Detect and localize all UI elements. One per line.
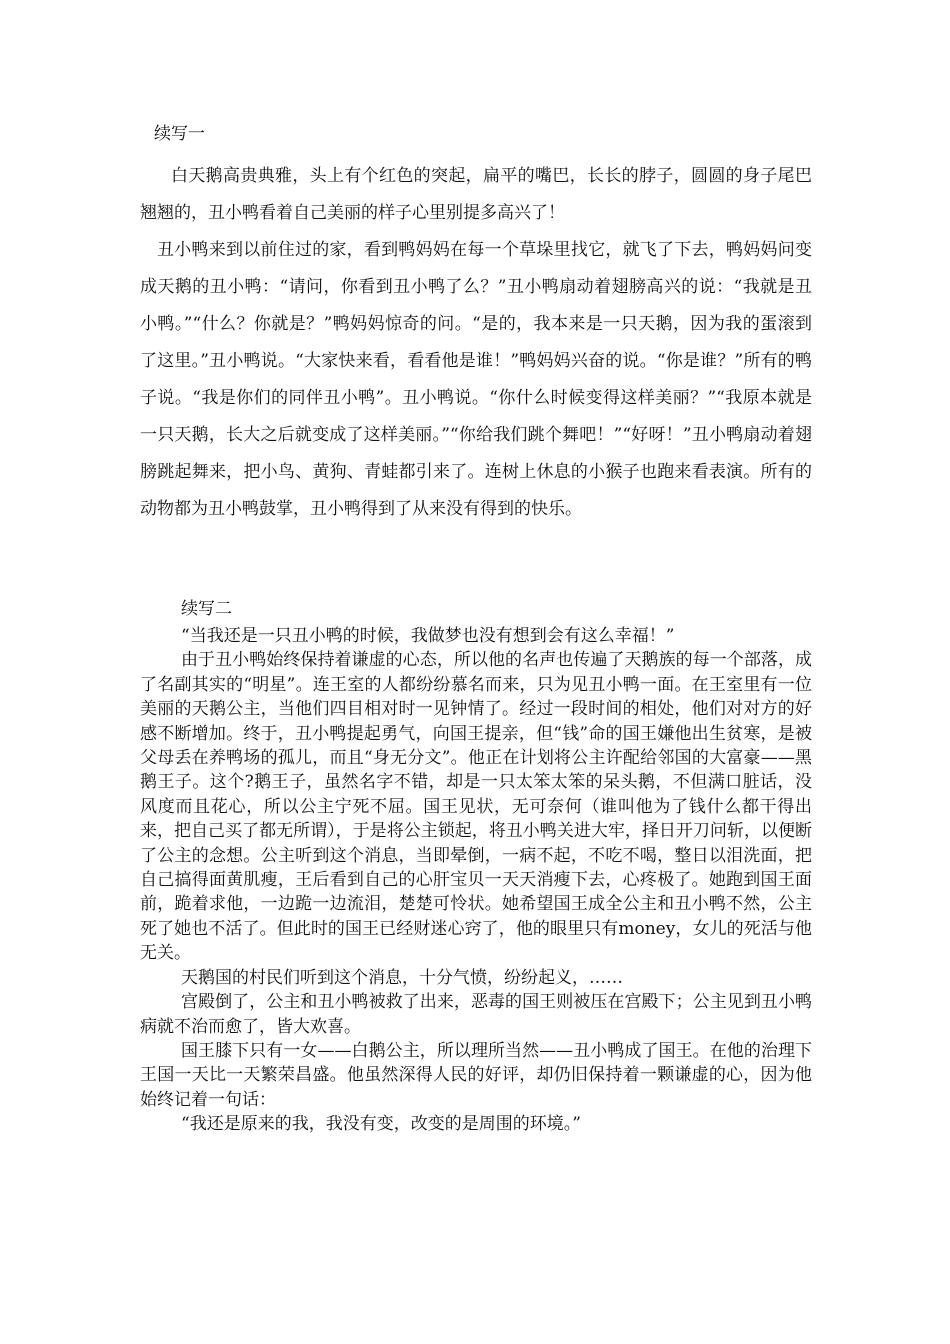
paragraph: 国王膝下只有一女——白鹅公主，所以理所当然——丑小鸭成了国王。在他的治理下王国一天比一天繁荣昌盛。他虽然深得人民的好评，却仍旧保持着一颗谦虚的心，因为他始终记着一句话：	[140, 1040, 812, 1110]
section-heading: 续写二	[181, 599, 232, 619]
paragraph: “当我还是一只丑小鸭的时候，我做梦也没有想到会有这么幸福！”	[181, 626, 675, 646]
paragraph: 丑小鸭来到以前住过的家，看到鸭妈妈在每一个草垛里找它，就飞了下去，鸭妈妈问变成天鹅的丑小鸭：“请问，你看到丑小鸭了么？”丑小鸭扇动着翅膀高兴的说：“我就是丑小鸭。”“什么？你就是？”鸭妈妈惊奇的问。“是的，我本来是一只天鹅，因为我的蛋滚到了这里。”丑小鸭说。“大家快来看，看看他是谁！”鸭妈妈兴奋的说。“你是谁？”所有的鸭子说。“我是你们的同伴丑小鸭”。丑小鸭说。“你什么时候变得这样美丽？”“我原本就是一只天鹅，长大之后就变成了这样美丽。”“你给我们跳个舞吧！”“好呀！”丑小鸭扇动着翅膀跳起舞来，把小鸟、黄狗、青蛙都引来了。连树上休息的小猴子也跑来看表演。所有的动物都为丑小鸭鼓掌，丑小鸭得到了从来没有得到的快乐。	[140, 240, 812, 519]
paragraph: “我还是原来的我，我没有变，改变的是周围的环境。”	[181, 1114, 581, 1135]
paragraph: 由于丑小鸭始终保持着谦虚的心态，所以他的名声也传遍了天鹅族的每一个部落，成了名副其实的“明星”。连王室的人都纷纷慕名而来，只为见丑小鸭一面。在王室里有一位美丽的天鹅公主，当他们四目相对时一见钟情了。经过一段时间的相处，他们对对方的好感不断增加。终于，丑小鸭提起勇气，向国王提亲，但“钱”命的国王嫌他出生贫寒，是被父母丢在养鸭场的孤儿，而且“身无分文”。他正在计划将公主许配给邻国的大富豪——黑鹅王子。这个?鹅王子，虽然名字不错，却是一只太笨太笨的呆头鹅，不但满口脏话，没风度而且花心，所以公主宁死不屈。国王见状，无可奈何（谁叫他为了钱什么都干得出来，把自己买了都无所谓），于是将公主锁起，将丑小鸭关进大牢，择日开刀问斩，以便断了公主的念想。公主听到这个消息，当即晕倒，一病不起，不吃不喝，整日以泪洗面，把自己搞得面黄肌瘦，王后看到自己的心肝宝贝一天天消瘦下去，心疼极了。她跑到国王面前，跪着求他，一边跪一边流泪，楚楚可怜状。她希望国王成全公主和丑小鸭不然，公主死了她也不活了。但此时的国王已经财迷心窍了，他的眼里只有money，女儿的死活与他无关。	[140, 650, 812, 964]
paragraph: 天鹅国的村民们听到这个消息，十分气愤，纷纷起义，……	[181, 967, 623, 988]
section-continuation-one	[140, 122, 812, 528]
paragraph: 宫殿倒了，公主和丑小鸭被救了出来，恶毒的国王则被压在宫殿下；公主见到丑小鸭病就不治而愈了，皆大欢喜。	[140, 992, 812, 1037]
paragraph: 白天鹅高贵典雅，头上有个红色的突起，扁平的嘴巴，长长的脖子，圆圆的身子尾巴翘翘的，丑小鸭看着自己美丽的样子心里别提多高兴了！	[140, 166, 812, 223]
section-continuation-two	[140, 596, 812, 1137]
section-heading: 续写一	[154, 124, 205, 144]
